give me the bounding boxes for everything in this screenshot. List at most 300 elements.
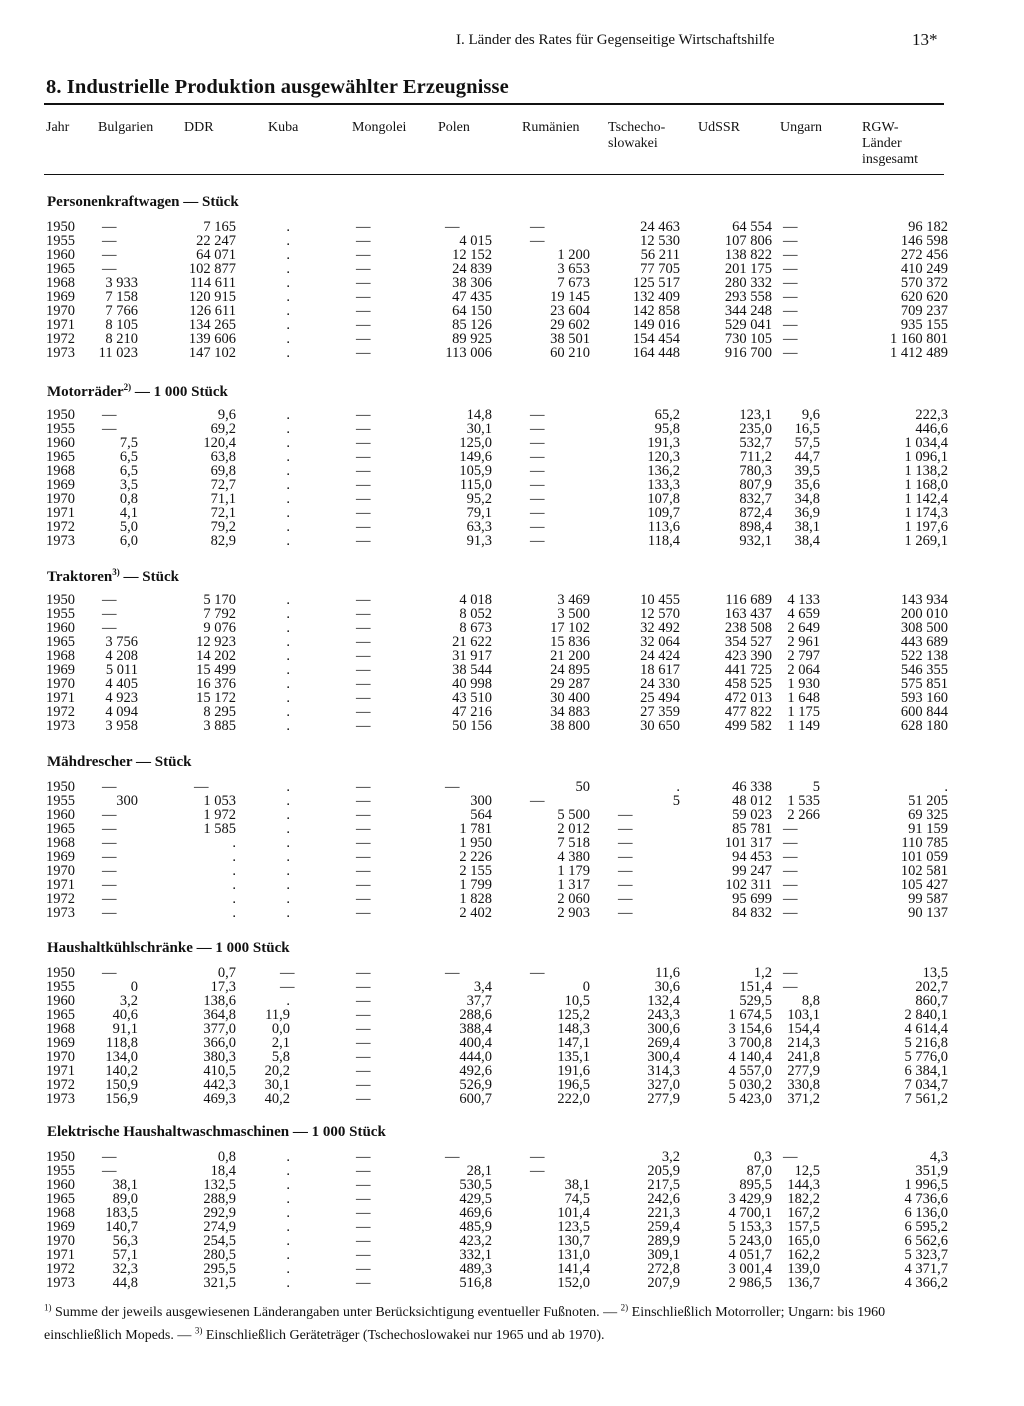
table-cell: 146 598 xyxy=(900,233,948,249)
footnote: $^{1)}$ Summe der jeweils ausgewiesenen Länderangaben unter Berücksichtigung eventueller Fußnoten. — xyxy=(44,1302,621,1320)
table-cell: — xyxy=(356,662,371,678)
table-row xyxy=(0,304,1024,318)
table-cell: 492,6 xyxy=(459,1063,492,1079)
table-cell: 24 839 xyxy=(452,261,492,277)
table-cell: — xyxy=(356,331,371,347)
table-cell: 1 142,4 xyxy=(904,491,948,507)
table-cell: 5,0 xyxy=(119,519,138,535)
table-cell: — xyxy=(102,620,117,636)
table-cell: — xyxy=(356,849,371,865)
table-cell: 1972 xyxy=(46,1261,75,1277)
top-rule xyxy=(44,103,944,105)
table-cell: 4 051,7 xyxy=(728,1247,772,1263)
table-cell: 164 448 xyxy=(632,345,680,361)
table-cell: . xyxy=(286,491,290,507)
table-cell: — xyxy=(356,877,371,893)
table-cell: — xyxy=(783,247,798,263)
table-cell: — xyxy=(783,317,798,333)
table-cell: 5,8 xyxy=(271,1049,290,1065)
table-cell: . xyxy=(286,891,290,907)
table-cell: 4 700,1 xyxy=(728,1205,772,1221)
table-row xyxy=(0,506,1024,520)
table-cell: 330,8 xyxy=(787,1077,820,1093)
table-cell: 235,0 xyxy=(739,421,772,437)
table-cell: 546 355 xyxy=(900,662,948,678)
table-cell: 39,5 xyxy=(794,463,820,479)
table-cell: . xyxy=(232,863,236,879)
table-cell: 19 145 xyxy=(550,289,590,305)
table-cell: 38,4 xyxy=(794,533,820,549)
table-cell: 1960 xyxy=(46,435,75,451)
table-cell: . xyxy=(286,289,290,305)
table-cell: . xyxy=(676,779,680,795)
table-cell: 1969 xyxy=(46,477,75,493)
table-cell: 2 649 xyxy=(787,620,820,636)
table-cell: 1950 xyxy=(46,1149,75,1165)
table-row xyxy=(0,1050,1024,1064)
table-cell: 56 211 xyxy=(640,247,680,263)
table-cell: 2 797 xyxy=(787,648,820,664)
table-cell: — xyxy=(356,1063,371,1079)
table-cell: 3 933 xyxy=(105,275,138,291)
table-cell: . xyxy=(286,905,290,921)
table-cell: 18,4 xyxy=(210,1163,236,1179)
table-cell: 102 581 xyxy=(900,863,948,879)
table-cell: — xyxy=(783,345,798,361)
table-row xyxy=(0,332,1024,346)
table-cell: 1960 xyxy=(46,620,75,636)
table-cell: 32,3 xyxy=(112,1261,138,1277)
table-cell: 140,2 xyxy=(105,1063,138,1079)
table-cell: 730 105 xyxy=(724,331,772,347)
table-cell: 4 405 xyxy=(105,676,138,692)
table-row xyxy=(0,290,1024,304)
table-cell: 64 554 xyxy=(732,219,772,235)
section-title: Motorräder$^{2)}$ — 1 000 Stück xyxy=(47,382,228,400)
table-cell: 1 950 xyxy=(459,835,492,851)
table-cell: . xyxy=(286,435,290,451)
table-cell: 1 930 xyxy=(787,676,820,692)
table-cell: 205,9 xyxy=(647,1163,680,1179)
table-cell: 14,8 xyxy=(466,407,492,423)
table-cell: 526,9 xyxy=(459,1077,492,1093)
table-cell: 139 606 xyxy=(188,331,236,347)
table-cell: 132,4 xyxy=(647,993,680,1009)
table-cell: 1 648 xyxy=(787,690,820,706)
table-cell: 82,9 xyxy=(210,533,236,549)
table-cell: 4 923 xyxy=(105,690,138,706)
table-cell: 458 525 xyxy=(724,676,772,692)
table-cell: — xyxy=(194,779,209,795)
table-cell: 30 650 xyxy=(640,718,680,734)
table-cell: 207,9 xyxy=(647,1275,680,1291)
table-cell: 147 102 xyxy=(188,345,236,361)
table-cell: 154,4 xyxy=(787,1021,820,1037)
table-cell: — xyxy=(102,821,117,837)
table-cell: — xyxy=(356,1091,371,1107)
table-cell: 17 102 xyxy=(550,620,590,636)
footnote: $^{3)}$ Einschließlich Geräteträger (Tschechoslowakei nur 1965 und ab 1970). xyxy=(194,1325,605,1344)
table-cell: 1960 xyxy=(46,1177,75,1193)
table-cell: 29 602 xyxy=(550,317,590,333)
table-cell: 1 168,0 xyxy=(904,477,948,493)
table-cell: 1 781 xyxy=(459,821,492,837)
table-cell: 254,5 xyxy=(203,1233,236,1249)
table-cell: — xyxy=(530,533,545,549)
table-cell: . xyxy=(286,863,290,879)
table-cell: 102 877 xyxy=(188,261,236,277)
table-cell: 1968 xyxy=(46,648,75,664)
table-cell: 5 xyxy=(812,779,820,795)
table-cell: — xyxy=(102,849,117,865)
table-cell: 38,1 xyxy=(564,1177,590,1193)
table-cell: 156,9 xyxy=(105,1091,138,1107)
table-cell: — xyxy=(356,676,371,692)
table-cell: 3,5 xyxy=(119,477,138,493)
table-cell: — xyxy=(530,793,545,809)
table-cell: 410 249 xyxy=(900,261,948,277)
table-cell: 860,7 xyxy=(915,993,948,1009)
table-cell: 2 012 xyxy=(557,821,590,837)
table-cell: 149 016 xyxy=(632,317,680,333)
table-cell: 30,1 xyxy=(264,1077,290,1093)
table-cell: 118,8 xyxy=(105,1035,138,1051)
table-cell: — xyxy=(356,648,371,664)
table-cell: — xyxy=(102,421,117,437)
table-cell: 95,2 xyxy=(466,491,492,507)
table-cell: . xyxy=(286,407,290,423)
running-header: I. Länder des Rates für Gegenseitige Wirtschaftshilfe xyxy=(456,32,775,48)
table-cell: 442,3 xyxy=(203,1077,236,1093)
table-cell: 141,4 xyxy=(557,1261,590,1277)
table-cell: — xyxy=(783,1149,798,1165)
table-cell: 138 822 xyxy=(724,247,772,263)
table-cell: . xyxy=(286,779,290,795)
table-cell: — xyxy=(530,477,545,493)
table-row xyxy=(0,478,1024,492)
table-cell: 182,2 xyxy=(787,1191,820,1207)
table-cell: — xyxy=(356,1233,371,1249)
table-cell: — xyxy=(445,1149,460,1165)
table-cell: — xyxy=(102,261,117,277)
table-cell: 628 180 xyxy=(900,718,948,734)
table-cell: 38 306 xyxy=(452,275,492,291)
table-cell: . xyxy=(286,247,290,263)
table-cell: 1 160 801 xyxy=(890,331,948,347)
table-cell: . xyxy=(286,1149,290,1165)
table-cell: 1965 xyxy=(46,449,75,465)
table-cell: 3 154,6 xyxy=(728,1021,772,1037)
table-row xyxy=(0,450,1024,464)
table-cell: 274,9 xyxy=(203,1219,236,1235)
table-row xyxy=(0,464,1024,478)
table-cell: 1965 xyxy=(46,634,75,650)
section-title: Traktoren$^{3)}$ — Stück xyxy=(47,567,179,585)
table-cell: 709 237 xyxy=(900,303,948,319)
table-cell: 529 041 xyxy=(724,317,772,333)
table-cell: 72,7 xyxy=(210,477,236,493)
table-cell: 120 915 xyxy=(188,289,236,305)
table-cell: — xyxy=(530,965,545,981)
table-row xyxy=(0,677,1024,691)
table-cell: 63,8 xyxy=(210,449,236,465)
table-cell: 138,6 xyxy=(203,993,236,1009)
table-cell: 24 895 xyxy=(550,662,590,678)
table-cell: 1955 xyxy=(46,233,75,249)
table-cell: . xyxy=(232,905,236,921)
table-cell: 1973 xyxy=(46,905,75,921)
table-cell: — xyxy=(356,1049,371,1065)
table-cell: — xyxy=(102,233,117,249)
table-cell: . xyxy=(286,1205,290,1221)
table-cell: 575 851 xyxy=(900,676,948,692)
table-cell: . xyxy=(286,303,290,319)
table-cell: — xyxy=(356,219,371,235)
table-cell: 5 153,3 xyxy=(728,1219,772,1235)
table-cell: 125,0 xyxy=(459,435,492,451)
table-cell: . xyxy=(286,1191,290,1207)
table-cell: 96 182 xyxy=(908,219,948,235)
table-cell: 222,3 xyxy=(915,407,948,423)
table-cell: 89 925 xyxy=(452,331,492,347)
table-cell: 3 429,9 xyxy=(728,1191,772,1207)
table-row xyxy=(0,906,1024,920)
table-cell: — xyxy=(530,1163,545,1179)
table-cell: 38 501 xyxy=(550,331,590,347)
table-cell: — xyxy=(783,233,798,249)
table-row xyxy=(0,262,1024,276)
table-cell: 1973 xyxy=(46,718,75,734)
table-cell: 131,0 xyxy=(557,1247,590,1263)
table-cell: 31 917 xyxy=(452,648,492,664)
table-cell: 113 006 xyxy=(445,345,492,361)
column-header-udssr: UdSSR xyxy=(698,120,741,135)
table-cell: . xyxy=(286,1247,290,1263)
table-cell: 366,0 xyxy=(203,1035,236,1051)
table-cell: 1973 xyxy=(46,533,75,549)
table-cell: 1970 xyxy=(46,1049,75,1065)
table-cell: 64 150 xyxy=(452,303,492,319)
table-cell: 136,7 xyxy=(787,1275,820,1291)
table-cell: 1969 xyxy=(46,1035,75,1051)
table-cell: 1955 xyxy=(46,793,75,809)
table-cell: . xyxy=(232,877,236,893)
page-number: 13* xyxy=(912,30,938,49)
table-cell: 157,5 xyxy=(787,1219,820,1235)
table-cell: 191,3 xyxy=(647,435,680,451)
table-cell: — xyxy=(356,407,371,423)
footnote: $^{2)}$ Einschließlich Motorroller; Ungarn: bis 1960 einschließlich Mopeds. — xyxy=(44,1302,886,1344)
table-cell: 17,3 xyxy=(210,979,236,995)
table-cell: 4 208 xyxy=(105,648,138,664)
table-cell: 429,5 xyxy=(459,1191,492,1207)
table-cell: 7 766 xyxy=(105,303,138,319)
table-cell: 8 105 xyxy=(105,317,138,333)
table-cell: 200 010 xyxy=(900,606,948,622)
table-cell: 711,2 xyxy=(739,449,772,465)
table-cell: — xyxy=(530,233,545,249)
table-cell: 1970 xyxy=(46,303,75,319)
table-cell: 423 390 xyxy=(724,648,772,664)
table-cell: 16 376 xyxy=(196,676,236,692)
table-cell: 5 011 xyxy=(105,662,138,678)
table-cell: 13,5 xyxy=(922,965,948,981)
table-cell: — xyxy=(102,592,117,608)
table-cell: — xyxy=(783,261,798,277)
table-cell: 201 175 xyxy=(724,261,772,277)
table-cell: — xyxy=(618,807,633,823)
table-cell: 191,6 xyxy=(557,1063,590,1079)
table-row xyxy=(0,719,1024,733)
table-cell: 95,8 xyxy=(654,421,680,437)
table-cell: 272,8 xyxy=(647,1261,680,1277)
table-cell: — xyxy=(356,1219,371,1235)
table-row xyxy=(0,422,1024,436)
table-cell: 126 611 xyxy=(189,303,236,319)
table-cell: 2 961 xyxy=(787,634,820,650)
table-cell: 47 216 xyxy=(452,704,492,720)
table-cell: 5 243,0 xyxy=(728,1233,772,1249)
section-title: Mähdrescher — Stück xyxy=(47,754,192,770)
table-cell: 489,3 xyxy=(459,1261,492,1277)
table-cell: — xyxy=(356,891,371,907)
table-cell: 162,2 xyxy=(787,1247,820,1263)
table-cell: — xyxy=(102,1163,117,1179)
table-cell: 135,1 xyxy=(557,1049,590,1065)
table-cell: 5 423,0 xyxy=(728,1091,772,1107)
column-header-polen: Polen xyxy=(438,120,470,135)
table-cell: 1950 xyxy=(46,965,75,981)
table-cell: — xyxy=(356,1035,371,1051)
table-cell: — xyxy=(530,463,545,479)
table-cell: . xyxy=(286,662,290,678)
table-cell: 410,5 xyxy=(203,1063,236,1079)
table-cell: 3 700,8 xyxy=(728,1035,772,1051)
column-header-rumaenien: Rumänien xyxy=(522,120,580,135)
table-cell: 1 585 xyxy=(203,821,236,837)
table-row xyxy=(0,1178,1024,1192)
table-cell: 5 030,2 xyxy=(728,1077,772,1093)
table-cell: 101 317 xyxy=(724,835,772,851)
table-row xyxy=(0,1022,1024,1036)
table-row xyxy=(0,276,1024,290)
table-cell: 44,8 xyxy=(112,1275,138,1291)
table-cell: 21 622 xyxy=(452,634,492,650)
table-cell: — xyxy=(783,289,798,305)
table-cell: — xyxy=(530,421,545,437)
table-cell: 564 xyxy=(470,807,492,823)
table-cell: 1 053 xyxy=(203,793,236,809)
table-cell: 1 799 xyxy=(459,877,492,893)
table-cell: 570 372 xyxy=(900,275,948,291)
table-cell: . xyxy=(286,233,290,249)
table-cell: 101,4 xyxy=(557,1205,590,1221)
table-cell: — xyxy=(102,807,117,823)
table-cell: 12,5 xyxy=(794,1163,820,1179)
table-cell: 125,2 xyxy=(557,1007,590,1023)
table-row xyxy=(0,1150,1024,1164)
table-cell: 6 562,6 xyxy=(904,1233,948,1249)
table-cell: — xyxy=(618,863,633,879)
table-cell: — xyxy=(356,1177,371,1193)
table-cell: 292,9 xyxy=(203,1205,236,1221)
table-cell: 895,5 xyxy=(739,1177,772,1193)
table-cell: 280,5 xyxy=(203,1247,236,1263)
table-cell: — xyxy=(783,835,798,851)
table-cell: — xyxy=(356,1205,371,1221)
table-row xyxy=(0,234,1024,248)
table-cell: — xyxy=(618,891,633,907)
table-cell: 1 972 xyxy=(203,807,236,823)
table-cell: 1971 xyxy=(46,317,75,333)
table-cell: 344 248 xyxy=(724,303,772,319)
table-cell: — xyxy=(783,303,798,319)
table-cell: 1965 xyxy=(46,821,75,837)
table-cell: 308 500 xyxy=(900,620,948,636)
table-cell: 1 175 xyxy=(787,704,820,720)
table-cell: — xyxy=(356,1191,371,1207)
section-title: Personenkraftwagen — Stück xyxy=(47,194,239,210)
table-cell: — xyxy=(618,821,633,837)
table-row xyxy=(0,780,1024,794)
table-cell: 37,7 xyxy=(466,993,492,1009)
table-cell: 132,5 xyxy=(203,1177,236,1193)
table-cell: 43 510 xyxy=(452,690,492,706)
table-cell: 0,8 xyxy=(217,1149,236,1165)
table-row xyxy=(0,966,1024,980)
table-cell: 10,5 xyxy=(564,993,590,1009)
table-cell: 277,9 xyxy=(647,1091,680,1107)
table-cell: . xyxy=(232,891,236,907)
table-cell: — xyxy=(356,233,371,249)
table-cell: 32 492 xyxy=(640,620,680,636)
table-cell: 1968 xyxy=(46,835,75,851)
table-row xyxy=(0,794,1024,808)
table-cell: 48 012 xyxy=(732,793,772,809)
table-cell: 354 527 xyxy=(724,634,772,650)
table-row xyxy=(0,1276,1024,1290)
table-cell: — xyxy=(356,533,371,549)
table-cell: 77 705 xyxy=(640,261,680,277)
table-cell: 1971 xyxy=(46,1063,75,1079)
table-row xyxy=(0,520,1024,534)
table-cell: 24 463 xyxy=(640,219,680,235)
table-cell: 309,1 xyxy=(647,1247,680,1263)
table-cell: 321,5 xyxy=(203,1275,236,1291)
table-cell: — xyxy=(356,863,371,879)
table-cell: . xyxy=(286,463,290,479)
table-cell: 8 052 xyxy=(459,606,492,622)
section-title: Elektrische Haushaltwaschmaschinen — 1 000 Stück xyxy=(47,1124,386,1140)
table-cell: 71,1 xyxy=(210,491,236,507)
table-cell: 4 140,4 xyxy=(728,1049,772,1065)
table-cell: 7 673 xyxy=(557,275,590,291)
table-cell: 90 137 xyxy=(908,905,948,921)
table-cell: — xyxy=(356,519,371,535)
table-cell: 472 013 xyxy=(724,690,772,706)
table-cell: 134 265 xyxy=(188,317,236,333)
table-cell: 7 792 xyxy=(203,606,236,622)
table-cell: 1960 xyxy=(46,807,75,823)
table-row xyxy=(0,1092,1024,1106)
table-cell: 50 xyxy=(575,779,590,795)
table-row xyxy=(0,1078,1024,1092)
table-cell: — xyxy=(356,247,371,263)
table-cell: 79,2 xyxy=(210,519,236,535)
table-cell: 196,5 xyxy=(557,1077,590,1093)
table-cell: 3,2 xyxy=(661,1149,680,1165)
table-cell: 10 455 xyxy=(640,592,680,608)
